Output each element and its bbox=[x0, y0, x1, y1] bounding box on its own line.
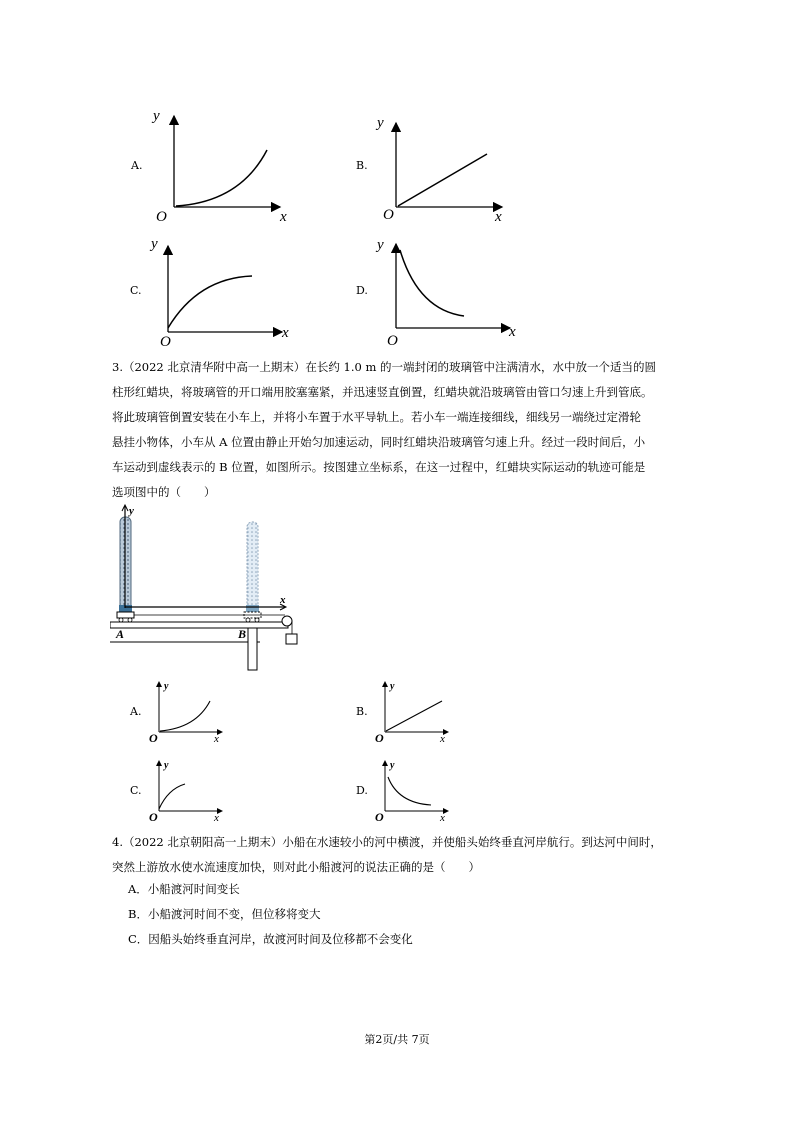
q4-choice-c[interactable]: C．因船头始终垂直河岸，故渡河时间及位移都不会变化 bbox=[128, 932, 413, 946]
q4-line: 4.（2022 北京朝阳高一上期末）小船在水速较小的河中横渡，并使船头始终垂直河岸航行。到达河中间时， bbox=[112, 835, 662, 849]
curve bbox=[168, 276, 252, 328]
origin-label: O bbox=[160, 334, 171, 350]
x-axis-label: x bbox=[280, 209, 287, 225]
y-axis-label: y bbox=[151, 236, 158, 252]
graph-option-c bbox=[146, 230, 296, 352]
option-c-label: C. bbox=[130, 284, 142, 297]
x-axis-label: x bbox=[440, 733, 445, 745]
option-d-label: D. bbox=[356, 284, 368, 297]
stopper-b bbox=[246, 605, 259, 612]
pulley bbox=[282, 616, 292, 626]
table-leg bbox=[248, 628, 257, 670]
graph-option-d bbox=[372, 230, 522, 352]
origin-label: O bbox=[387, 333, 398, 349]
curve bbox=[388, 777, 431, 805]
y-axis-label: y bbox=[390, 760, 395, 771]
glass-tube-b bbox=[247, 522, 258, 610]
origin-label: O bbox=[149, 810, 158, 824]
line bbox=[386, 701, 442, 731]
x-axis-label: x bbox=[214, 812, 219, 824]
curve bbox=[176, 150, 267, 206]
q3-line: 选项图中的（ ） bbox=[112, 485, 216, 499]
origin-label: O bbox=[156, 209, 167, 225]
origin-label: O bbox=[375, 810, 384, 824]
graph-option-a bbox=[150, 102, 300, 227]
q3-graph-option-c bbox=[148, 755, 228, 825]
cart-tube-apparatus-figure bbox=[110, 502, 310, 672]
y-axis-label: y bbox=[390, 681, 395, 692]
x-axis-label: x bbox=[280, 594, 286, 606]
q3-line: 柱形红蜡块，将玻璃管的开口端用胶塞塞紧，并迅速竖直倒置，红蜡块就沿玻璃管由管口匀速上升到管底。 bbox=[112, 385, 653, 399]
horizontal-rail bbox=[110, 622, 288, 628]
cart-a bbox=[117, 612, 134, 618]
position-a-label: A bbox=[116, 627, 125, 641]
option-a-label: A. bbox=[131, 159, 143, 172]
q3-line: 车运动到虚线表示的 B 位置，如图所示。按图建立坐标系，在这一过程中，红蜡块实际运动的轨迹可能是 bbox=[112, 460, 646, 474]
option-b-label: B. bbox=[356, 159, 368, 172]
q3-graph-option-d bbox=[374, 755, 454, 825]
q3-line: 悬挂小物体，小车从 A 位置由静止开始匀加速运动，同时红蜡块沿玻璃管匀速上升。经过一段时间后，小 bbox=[112, 435, 646, 449]
curve bbox=[400, 250, 464, 316]
q3-option-a-label: A. bbox=[130, 705, 142, 718]
x-axis-label: x bbox=[214, 733, 219, 745]
line bbox=[398, 154, 487, 206]
hanging-weight bbox=[286, 634, 297, 644]
x-axis-label: x bbox=[440, 812, 445, 824]
q3-graph-option-a bbox=[148, 676, 228, 746]
position-b-label: B bbox=[238, 627, 247, 641]
origin-label: O bbox=[375, 731, 384, 745]
q4-choice-b[interactable]: B．小船渡河时间不变，但位移将变大 bbox=[128, 907, 321, 921]
x-axis-label: x bbox=[495, 209, 502, 225]
x-axis-label: x bbox=[282, 325, 289, 341]
page-number-footer: 第2页/共 7页 bbox=[364, 1033, 430, 1046]
graph-option-b bbox=[372, 105, 522, 227]
q3-option-b-label: B. bbox=[356, 705, 368, 718]
q3-graph-option-b bbox=[374, 676, 454, 746]
q3-option-d-label: D. bbox=[356, 784, 368, 797]
q4-line: 突然上游放水使水流速度加快，则对此小船渡河的说法正确的是（ ） bbox=[112, 860, 480, 874]
q4-choice-a[interactable]: A．小船渡河时间变长 bbox=[128, 882, 240, 896]
q3-line: 3.（2022 北京清华附中高一上期末）在长约 1.0 m 的一端封闭的玻璃管中注满清水，水中放一个适当的圆 bbox=[112, 360, 657, 374]
origin-label: O bbox=[383, 207, 394, 223]
y-axis-label: y bbox=[153, 108, 160, 124]
curve bbox=[160, 701, 210, 731]
question-4-text bbox=[112, 830, 692, 880]
y-axis-label: y bbox=[377, 115, 384, 131]
y-axis-label: y bbox=[129, 505, 134, 517]
y-axis-label: y bbox=[164, 681, 169, 692]
question-3-text bbox=[112, 355, 692, 505]
q3-option-c-label: C. bbox=[130, 784, 142, 797]
curve bbox=[159, 784, 185, 809]
q3-line: 将此玻璃管倒置安装在小车上，并将小车置于水平导轨上。若小车一端连接细线，细线另一端绕过定滑轮 bbox=[112, 410, 641, 424]
y-axis-label: y bbox=[164, 760, 169, 771]
x-axis-label: x bbox=[509, 324, 516, 340]
origin-label: O bbox=[149, 731, 158, 745]
y-axis-label: y bbox=[377, 237, 384, 253]
